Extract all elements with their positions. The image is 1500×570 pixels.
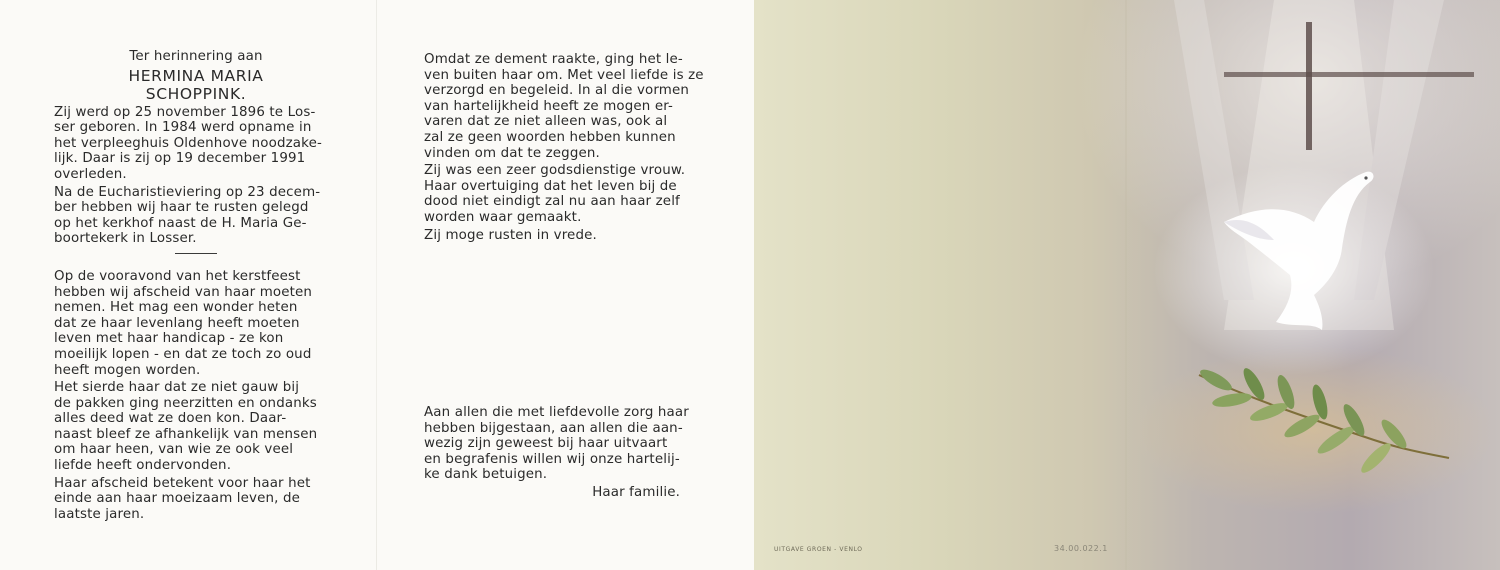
publisher-imprint: UITGAVE GROEN - VENLO [774, 546, 863, 553]
paragraph-end: Haar afscheid betekent voor haar het einde aan haar moeizaam leven, de laatste jaren. [54, 475, 311, 522]
paragraph-funeral: Na de Eucharistieviering op 23 decem- ber hebben wij haar te rusten gelegd op het kerkhof naast de H. Maria Ge- boortekerk in Losser. [54, 184, 321, 247]
left-column [54, 49, 338, 524]
paragraph-dementia: Omdat ze dement raakte, ging het le- ven buiten haar om. Met veel liefde is ze verzorgd en begeleid. In al die vormen van hartelijkheid heeft ze mogen er- varen dat ze niet alleen was, ook al zal ze geen woorden hebben kunnen vinden om dat te zeggen. [424, 52, 704, 161]
middle-column [424, 52, 718, 245]
paragraph-farewell: Op de vooravond van het kerstfeest hebben wij afscheid van haar moeten nemen. Het mag een wonder heten dat ze haar levenlang heeft moeten leven met haar handicap - ze kon moeilijk lopen - en dat ze toch zo oud heeft mogen worden. [54, 268, 313, 378]
signature: Haar familie. [592, 484, 680, 500]
fold-line [376, 0, 377, 570]
illustration-panel [754, 0, 1500, 570]
olive-branch-icon [1197, 365, 1449, 476]
thanks-block [424, 405, 718, 503]
paragraph-thanks: Aan allen die met liefdevolle zorg haar hebben bijgestaan, aan allen die aan- wezig zijn geweest bij haar uitvaart en begrafenis willen wij onze hartelij- ke dank betuigen. [424, 405, 689, 483]
illustration [754, 0, 1500, 570]
paragraph-birth-death: Zij werd op 25 november 1896 te Los- ser geboren. In 1984 werd opname in het verpleeghuis Oldenhove noodzake- lijk. Daar is zij op 19 december 1991 overleden. [54, 104, 322, 182]
card-code: 34.00.022.1 [1054, 544, 1108, 553]
paragraph-character: Het sierde haar dat ze niet gauw bij de pakken ging neerzitten en ondanks alles deed wat ze doen kon. Daar- naast bleef ze afhankelijk van mensen om haar heen, van wie ze ook veel liefde heeft ondervonden. [54, 380, 318, 474]
paragraph-rest: Zij moge rusten in vrede. [424, 227, 597, 243]
deceased-name: HERMINA MARIA SCHOPPINK. [128, 66, 264, 103]
divider [175, 253, 217, 254]
paragraph-faith: Zij was een zeer godsdienstige vrouw. Haar overtuiging dat het leven bij de dood niet eindigt zal nu aan haar zelf worden waar gemaakt. [424, 163, 686, 225]
intro-text: Ter herinnering aan [129, 49, 263, 64]
